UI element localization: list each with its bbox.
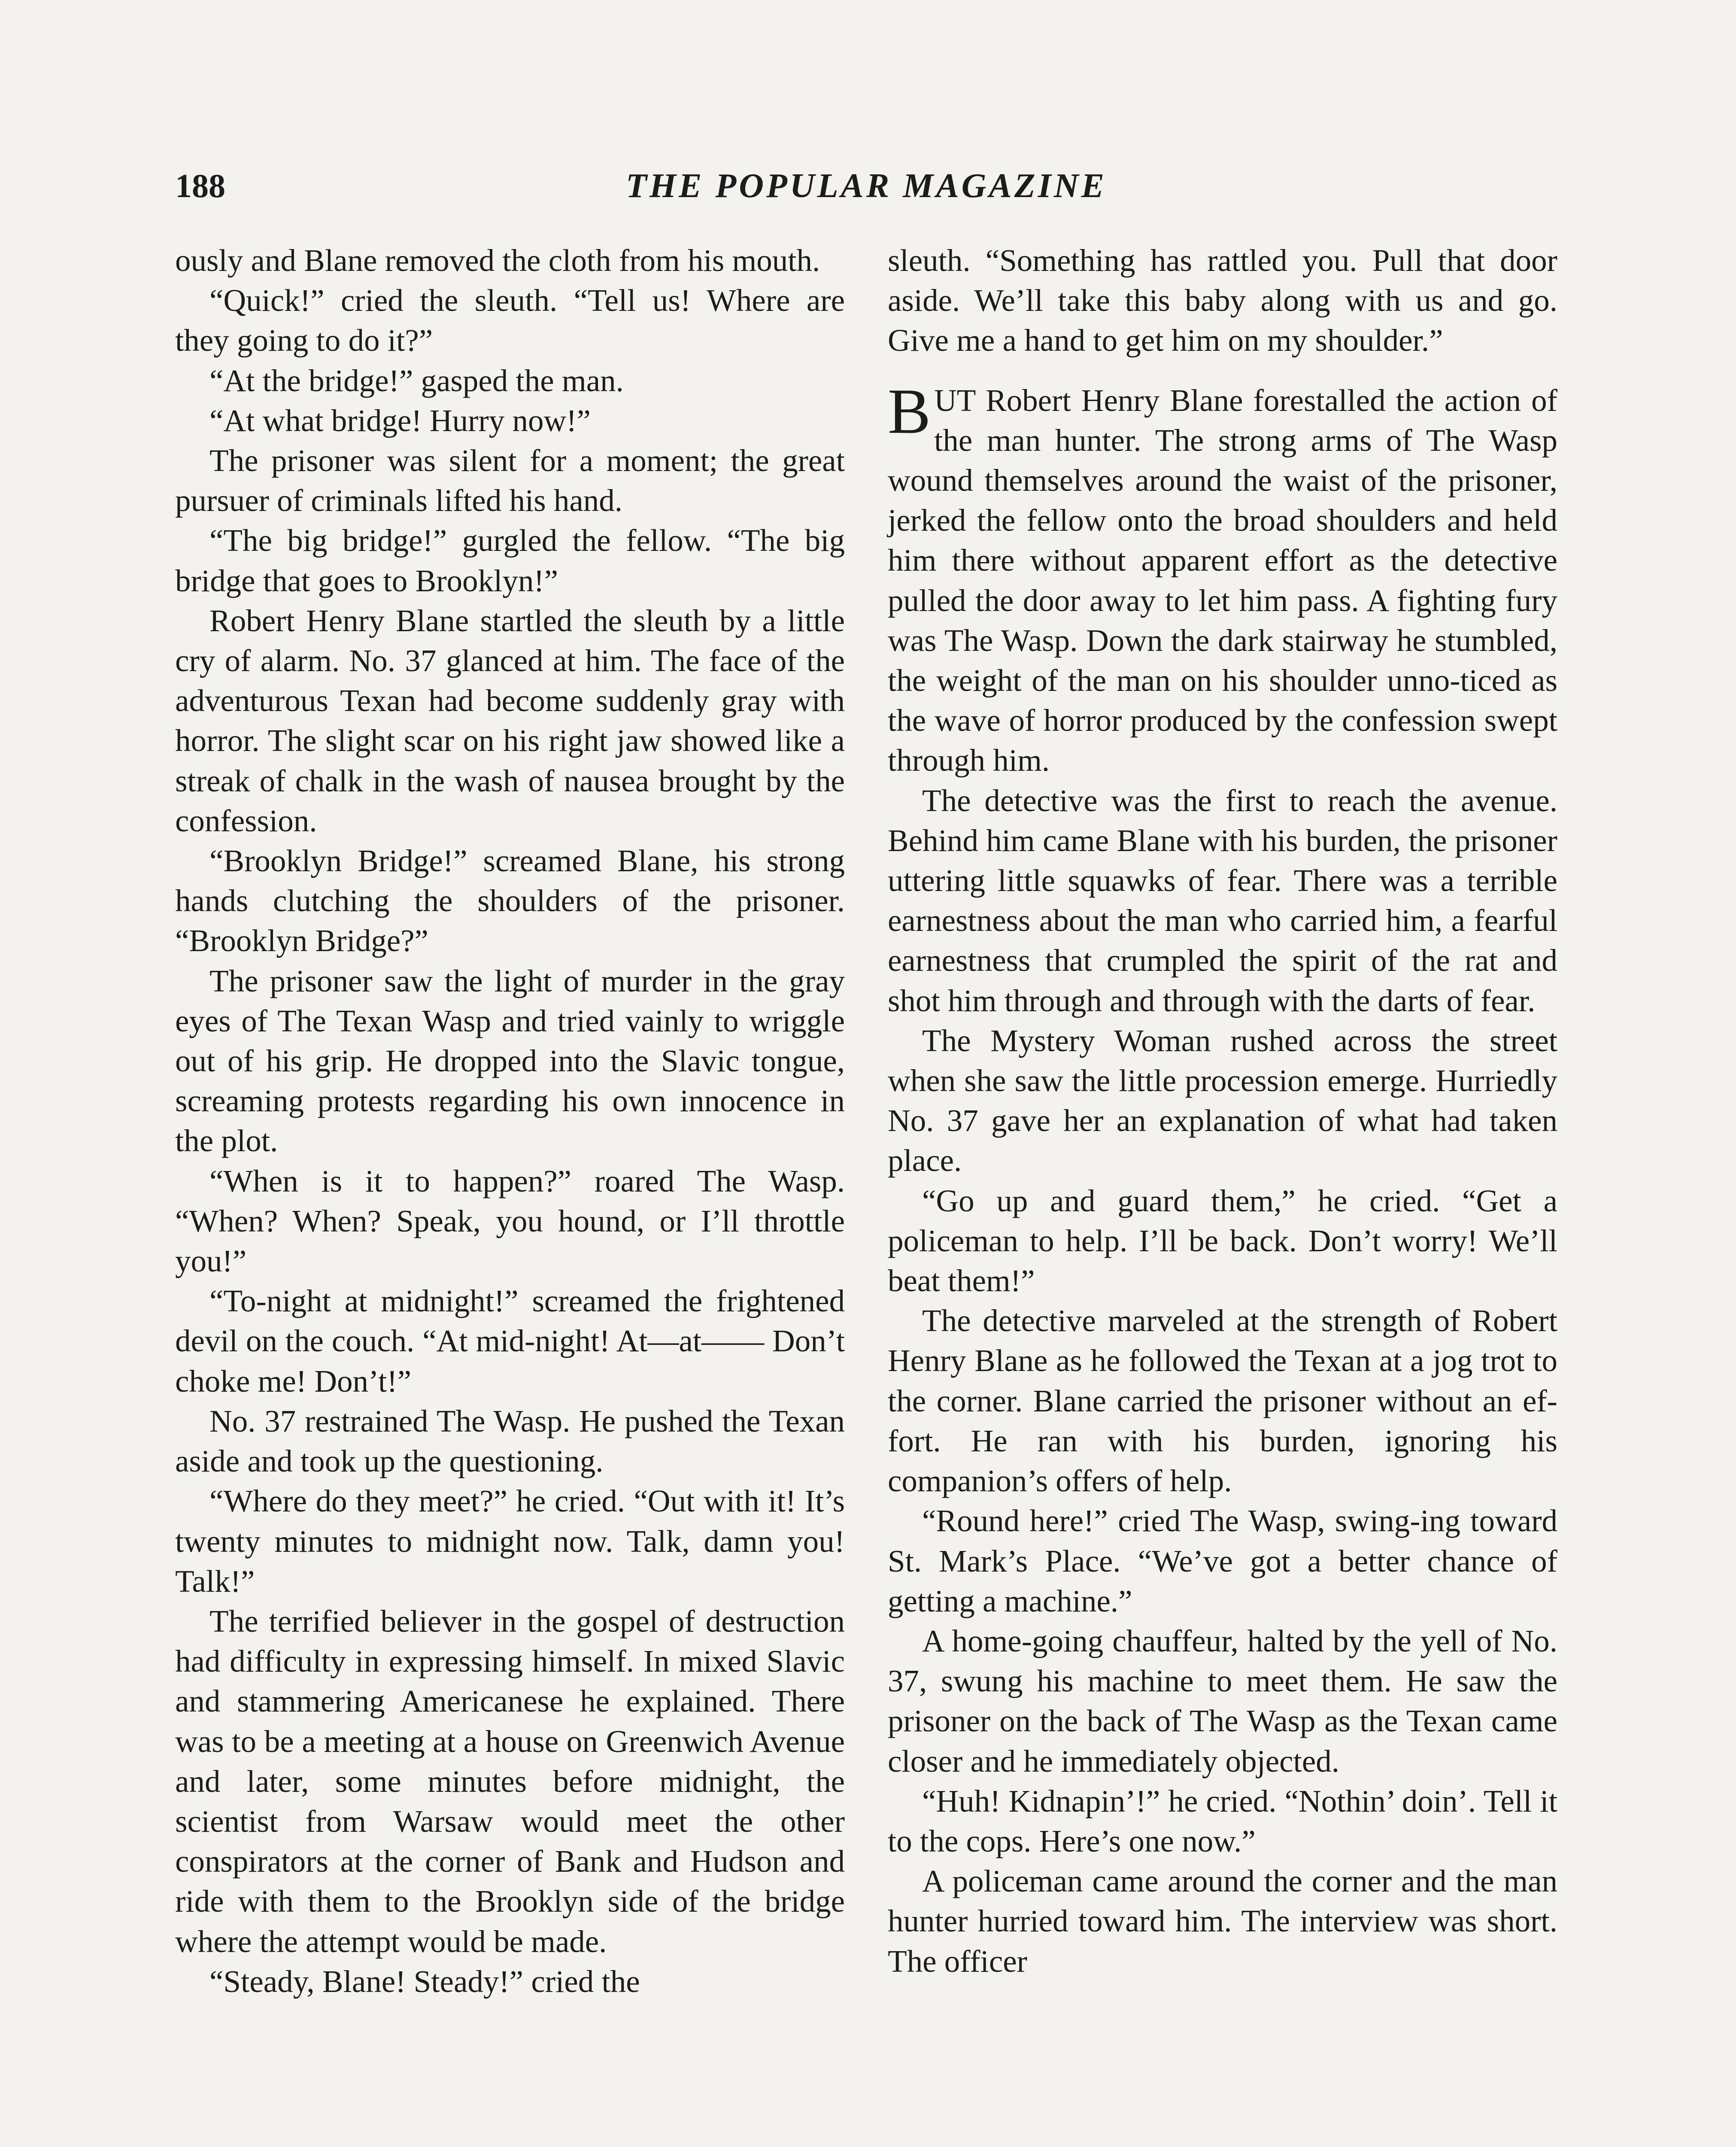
- paragraph: “When is it to happen?” roared The Wasp. “When? When? Speak, you hound, or I’ll throttle you!”: [175, 1163, 845, 1279]
- paragraph: The detective was the first to reach the avenue. Behind him came Blane with his burden, the prisoner uttering little squawks of fear. There was a terrible earnestness about the man who carried him, a fearful earnestness that crumpled the spirit of the rat and shot him through and through with the darts of fear.: [888, 783, 1557, 1018]
- paragraph: “The big bridge!” gurgled the fellow. “The big bridge that goes to Brooklyn!”: [175, 523, 845, 598]
- paragraph: The terrified believer in the gospel of destruction had difficulty in expressing himself. In mixed Slavic and stammering Americanese he explained. There was to be a meeting at a house on Greenwich Avenue and later, some minutes before midnight, the scientist from Warsaw would meet the other conspirators at the corner of Bank and Hudson and ride with them to the Brooklyn side of the bridge where the attempt would be made.: [175, 1603, 845, 1959]
- left-column: [175, 240, 845, 2001]
- paragraph: “To-night at midnight!” screamed the frightened devil on the couch. “At mid-night! At—at—— Don’t choke me! Don’t!”: [175, 1283, 845, 1399]
- page-number: 188: [175, 167, 225, 204]
- paragraph: No. 37 restrained The Wasp. He pushed the Texan aside and took up the questioning.: [175, 1403, 845, 1479]
- paragraph: “At what bridge! Hurry now!”: [209, 403, 591, 438]
- paragraph: “Round here!” cried The Wasp, swing-ing toward St. Mark’s Place. “We’ve got a better chance of getting a machine.”: [888, 1503, 1557, 1618]
- paragraph: “Go up and guard them,” he cried. “Get a policeman to help. I’ll be back. Don’t worry! We’ll beat them!”: [888, 1183, 1557, 1299]
- section-opening-paragraph: [888, 375, 1557, 781]
- paragraph: The prisoner was silent for a moment; the great pursuer of criminals lifted his hand.: [175, 443, 845, 518]
- paragraph: ously and Blane removed the cloth from his mouth.: [175, 243, 820, 278]
- paragraph: A home-going chauffeur, halted by the yell of No. 37, swung his machine to meet them. He saw the prisoner on the back of The Wasp as the Texan came closer and he immediately objected.: [888, 1623, 1557, 1779]
- paragraph: “Quick!” cried the sleuth. “Tell us! Where are they going to do it?”: [175, 283, 845, 358]
- paragraph: Robert Henry Blane startled the sleuth by a little cry of alarm. No. 37 glanced at him. The face of the adventurous Texan had become suddenly gray with horror. The slight scar on his right jaw showed like a streak of chalk in the wash of nausea brought by the confession.: [175, 603, 845, 838]
- right-column: [888, 240, 1557, 1981]
- paragraph: The prisoner saw the light of murder in the gray eyes of The Texan Wasp and tried vainly to wriggle out of his grip. He dropped into the Slavic tongue, screaming protests regarding his own innocence in the plot.: [175, 963, 845, 1159]
- paragraph: “Where do they meet?” he cried. “Out with it! It’s twenty minutes to midnight now. Talk, damn you! Talk!”: [175, 1484, 845, 1599]
- paragraph: “Huh! Kidnapin’!” he cried. “Nothin’ doin’. Tell it to the cops. Here’s one now.”: [888, 1783, 1557, 1858]
- paragraph: “Steady, Blane! Steady!” cried the: [209, 1964, 640, 1999]
- page-header: [175, 167, 1557, 214]
- drop-cap: B: [888, 375, 931, 447]
- running-head: THE POPULAR MAGAZINE: [625, 167, 1107, 205]
- paragraph: A policeman came around the corner and the man hunter hurried toward him. The interview was short. The officer: [888, 1864, 1557, 1979]
- section-opening-text: UT Robert Henry Blane forestalled the action of the man hunter. The strong arms of The Wasp wound themselves around the waist of the prisoner, jerked the fellow onto the broad shoulders and held him there without apparent effort as the detective pulled the door away to let him pass. A fighting fury was The Wasp. Down the dark stairway he stumbled, the weight of the man on his shoulder unno-ticed as the wave of horror produced by the confession swept through him.: [888, 383, 1557, 778]
- paragraph: The Mystery Woman rushed across the street when she saw the little procession emerge. Hurriedly No. 37 gave her an explanation of what had taken place.: [888, 1023, 1557, 1178]
- paragraph: The detective marveled at the strength of Robert Henry Blane as he followed the Texan at a jog trot to the corner. Blane carried the prisoner without an ef-fort. He ran with his burden, ignoring his companion’s offers of help.: [888, 1303, 1557, 1499]
- paragraph: “At the bridge!” gasped the man.: [209, 363, 624, 398]
- paragraph: “Brooklyn Bridge!” screamed Blane, his strong hands clutching the shoulders of the prisoner. “Brooklyn Bridge?”: [175, 843, 845, 958]
- paragraph: sleuth. “Something has rattled you. Pull that door aside. We’ll take this baby along with us and go. Give me a hand to get him on my shoulder.”: [888, 243, 1557, 358]
